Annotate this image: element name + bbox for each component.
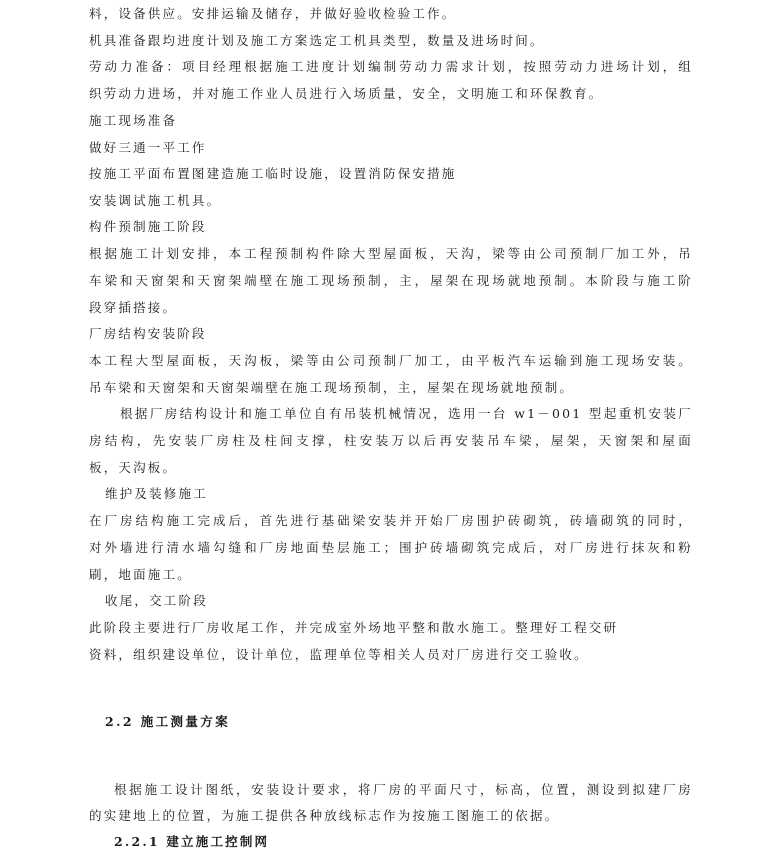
text-line-17: 房结构，先安装厂房柱及柱间支撑，柱安装万以后再安装吊车梁，屋架，天窗架和屋面 <box>89 433 693 448</box>
text-line-22: 刷，地面施工。 <box>89 567 192 582</box>
text-line-18: 板，天沟板。 <box>89 460 178 475</box>
section-text-line-1: 根据施工设计图纸，安装设计要求，将厂房的平面尺寸，标高，位置，测设到拟建厂房 <box>114 782 693 797</box>
text-line-21: 对外墙进行清水墙勾缝和厂房地面垫层施工；围护砖墙砌筑完成后，对厂房进行抹灰和粉 <box>89 540 693 555</box>
text-line-4: 织劳动力进场，并对施工作业人员进行入场质量，安全，文明施工和环保教育。 <box>89 86 604 101</box>
text-line-1: 料，设备供应。安排运输及储存，并做好验收检验工作。 <box>89 6 457 21</box>
text-line-14: 本工程大型屋面板，天沟板，梁等由公司预制厂加工，由平板汽车运输到施工现场安装。 <box>89 353 693 368</box>
text-line-16: 根据厂房结构设计和施工单位自有吊装机械情况，选用一台 w1－001 型起重机安装厂 <box>120 406 693 421</box>
text-line-9: 构件预制施工阶段 <box>89 219 207 234</box>
text-line-6: 做好三通一平工作 <box>89 140 207 155</box>
text-line-13: 厂房结构安装阶段 <box>89 326 207 341</box>
text-line-7: 按施工平面布置图建造施工临时设施，设置消防保安措施 <box>89 166 457 181</box>
text-line-20: 在厂房结构施工完成后，首先进行基础梁安装并开始厂房围护砖砌筑，砖墙砌筑的同时， <box>89 513 693 528</box>
text-line-19: 维护及装修施工 <box>105 486 208 501</box>
text-line-12: 段穿插搭接。 <box>89 300 178 315</box>
text-line-11: 车梁和天窗架和天窗架端壁在施工现场预制，主，屋架在现场就地预制。本阶段与施工阶 <box>89 273 693 288</box>
section-text-line-2: 的实建地上的位置，为施工提供各种放线标志作为按施工图施工的依据。 <box>89 808 560 823</box>
text-line-15: 吊车梁和天窗架和天窗架端壁在施工现场预制，主，屋架在现场就地预制。 <box>89 380 575 395</box>
text-line-8: 安装调试施工机具。 <box>89 193 222 208</box>
text-line-24: 此阶段主要进行厂房收尾工作，并完成室外场地平整和散水施工。整理好工程交研 <box>89 620 619 635</box>
text-line-25: 资料，组织建设单位，设计单位，监理单位等相关人员对厂房进行交工验收。 <box>89 647 589 662</box>
text-line-5: 施工现场准备 <box>89 113 178 128</box>
section-heading: 2.2 施工测量方案 <box>105 714 231 729</box>
text-line-10: 根据施工计划安排，本工程预制构件除大型屋面板，天沟，梁等由公司预制厂加工外，吊 <box>89 246 693 261</box>
text-line-2: 机具准备跟均进度计划及施工方案选定工机具类型，数量及进场时间。 <box>89 33 545 48</box>
text-line-3: 劳动力准备：项目经理根据施工进度计划编制劳动力需求计划，按照劳动力进场计划，组 <box>89 59 693 74</box>
text-line-23: 收尾，交工阶段 <box>105 593 208 608</box>
subsection-heading: 2.2.1 建立施工控制网 <box>114 834 270 849</box>
